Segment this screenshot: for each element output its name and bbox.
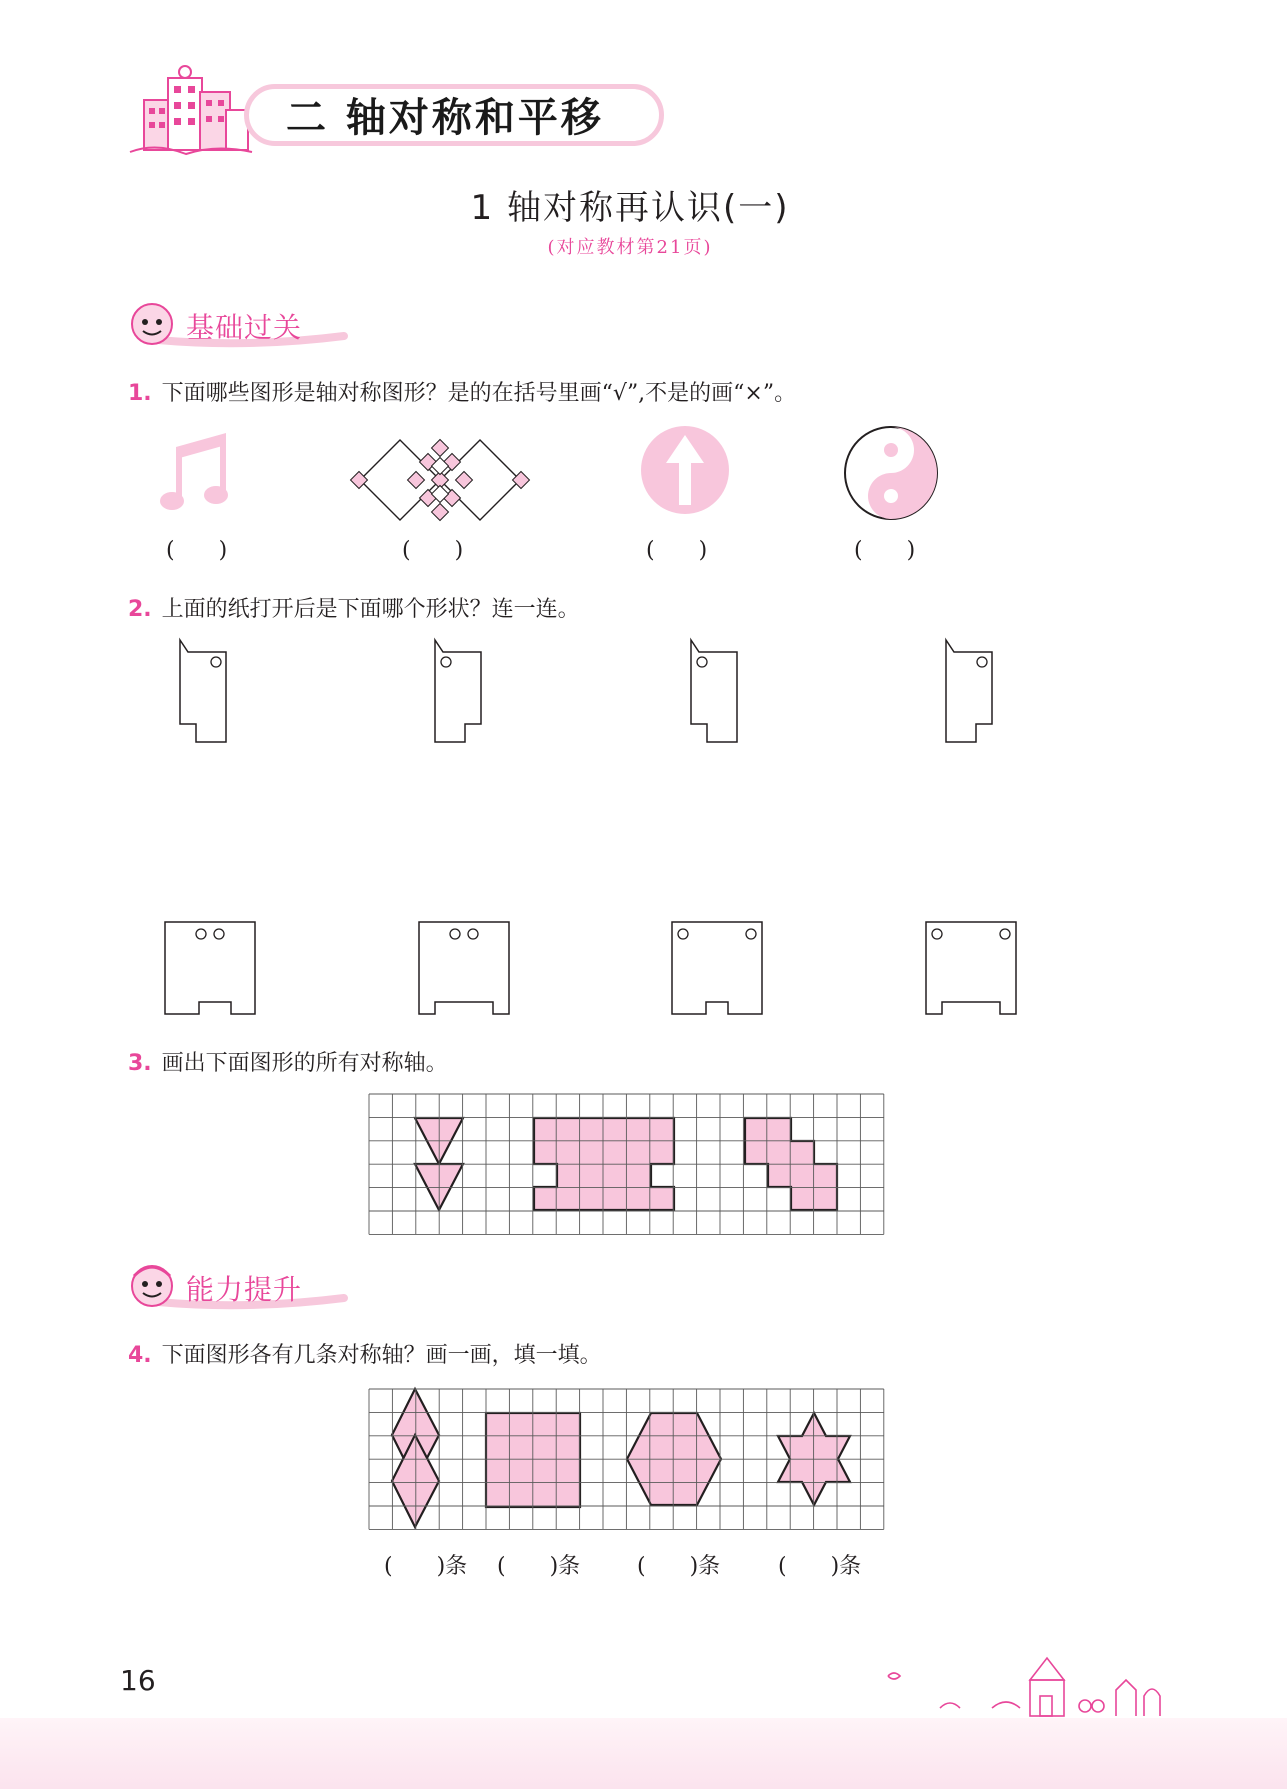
folded-paper-2	[433, 638, 485, 744]
arrow-up-icon	[640, 425, 730, 515]
question-3: 3. 画出下面图形的所有对称轴。	[128, 1051, 448, 1076]
boy-face-icon	[132, 304, 172, 344]
answer-blank-q4-3[interactable]: ( )条	[637, 1554, 721, 1579]
question-2: 2. 上面的纸打开后是下面哪个形状？连一连。	[128, 597, 580, 622]
section-title-basic: 基础过关	[186, 311, 303, 344]
answer-blank-q1-4[interactable]: ( )	[854, 538, 916, 563]
answer-blank-q4-2[interactable]: ( )条	[497, 1554, 581, 1579]
answer-blank-q1-3[interactable]: ( )	[646, 538, 708, 563]
unfolded-shape-d	[924, 920, 1018, 1016]
question-1-text: 下面哪些图形是轴对称图形？是的在括号里画“√”,不是的画“×”。	[161, 381, 797, 406]
answer-blank-q1-2[interactable]: ( )	[402, 538, 464, 563]
diamond-pattern-figure	[350, 440, 530, 520]
question-4-text: 下面图形各有几条对称轴？画一画，填一填。	[161, 1343, 602, 1368]
yin-yang-icon	[843, 425, 939, 521]
grid-figures-q4	[368, 1387, 890, 1531]
folded-paper-1	[178, 638, 230, 744]
castle-icon	[880, 1650, 1170, 1720]
unfolded-shape-a	[163, 920, 257, 1016]
section-title-advanced: 能力提升	[186, 1273, 303, 1306]
folded-paper-4	[944, 638, 996, 744]
lesson-subtitle: (对应教材第21页)	[547, 237, 713, 258]
section-header-basic	[128, 300, 358, 350]
girl-face-icon	[132, 1266, 172, 1306]
answer-blank-q1-1[interactable]: ( )	[166, 538, 228, 563]
question-1: 1. 下面哪些图形是轴对称图形？是的在括号里画“√”,不是的画“×”。	[128, 381, 797, 406]
answer-blank-q4-1[interactable]: ( )条	[384, 1554, 468, 1579]
unfolded-shape-b	[417, 920, 511, 1016]
chapter-banner	[126, 64, 670, 160]
unfolded-shape-c	[670, 920, 764, 1016]
music-note-icon	[160, 425, 240, 515]
question-4: 4. 下面图形各有几条对称轴？画一画，填一填。	[128, 1343, 602, 1368]
footer-band	[0, 1718, 1287, 1789]
lesson-title: 1 轴对称再认识(一)	[470, 188, 790, 228]
city-building-icon	[126, 64, 256, 160]
section-header-advanced	[128, 1262, 358, 1312]
grid-figures-q3	[368, 1092, 890, 1236]
question-2-text: 上面的纸打开后是下面哪个形状？连一连。	[161, 597, 580, 622]
folded-paper-3	[689, 638, 741, 744]
page-number: 16	[120, 1664, 156, 1697]
chapter-title: 二 轴对称和平移	[286, 95, 604, 141]
answer-blank-q4-4[interactable]: ( )条	[778, 1554, 862, 1579]
question-3-text: 画出下面图形的所有对称轴。	[161, 1051, 448, 1076]
